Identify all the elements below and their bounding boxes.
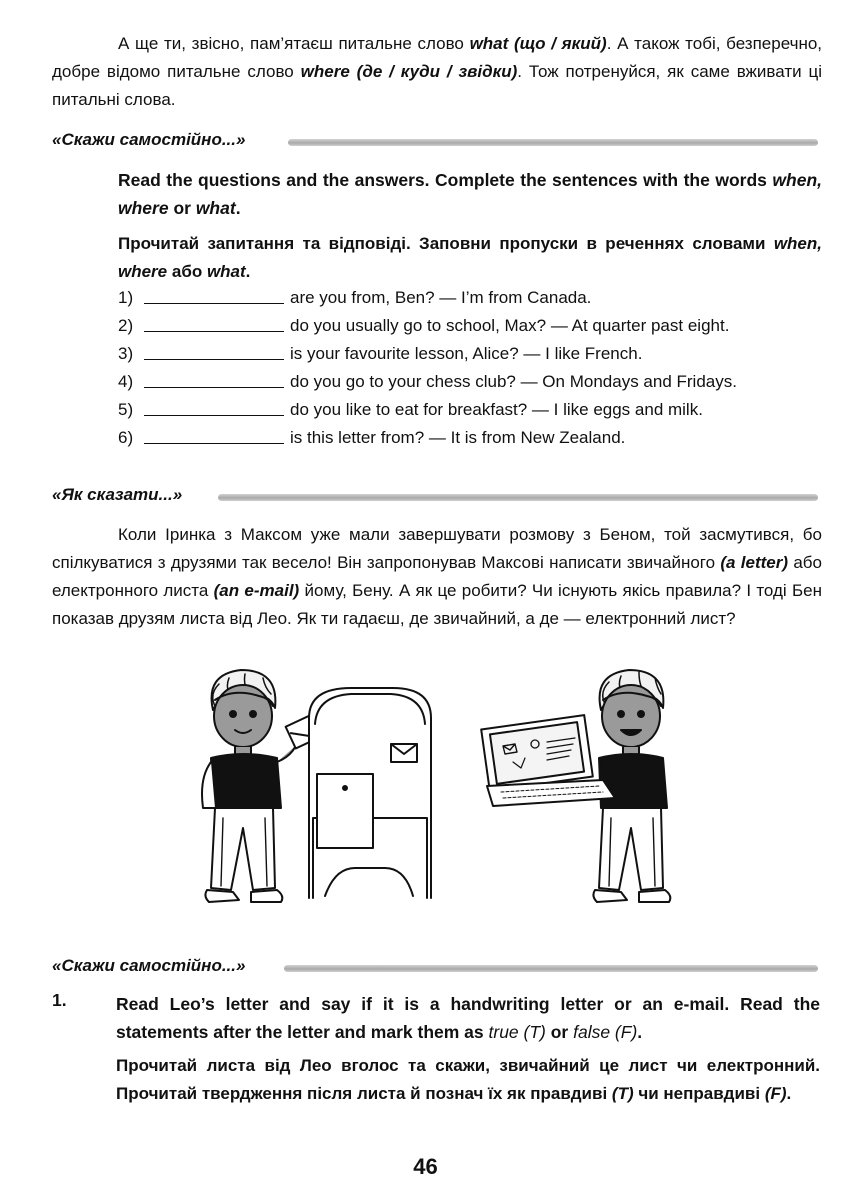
task-en-text: Read the questions and the answers. Complete the sentences with the words xyxy=(118,170,773,190)
item-number: 2) xyxy=(118,316,134,335)
exercise-list xyxy=(118,284,818,452)
page-number: 46 xyxy=(413,1154,438,1179)
task-en-end: . xyxy=(235,198,241,218)
task-ua-end: . xyxy=(245,262,251,281)
item-text: is this letter from? — It is from New Zealand. xyxy=(290,428,626,447)
intro-text-1: А ще ти, звісно, пам’ятаєш питальне слово xyxy=(118,34,470,53)
task1-en-or: or xyxy=(545,1022,574,1042)
illustration-letter-and-email xyxy=(185,658,685,928)
item-number: 5) xyxy=(118,400,134,419)
task1-ua-t: (T) xyxy=(611,1084,634,1103)
item-text: do you go to your chess club? — On Mondays and Fridays. xyxy=(290,372,737,391)
exercise-item xyxy=(118,368,818,396)
task1-en-end: . xyxy=(637,1022,643,1042)
intro-paragraph xyxy=(52,30,822,114)
section-heading-say-yourself: «Скажи самостійно...» xyxy=(52,130,246,149)
item-number: 1) xyxy=(118,288,134,307)
task1-en-text: Read Leo’s letter and say if it is a handwriting letter or an e-mail. Read the statements after the letter and mark them as xyxy=(116,994,820,1042)
task-ua-words: when, where xyxy=(118,234,822,281)
story-text-1: Коли Іринка з Максом уже мали завершувати розмову з Беном, той засмутився, бо спілкуватися з друзями так весело! Він запропонував Максові написати звичайного xyxy=(52,525,822,572)
answer-blank[interactable] xyxy=(144,415,284,416)
intro-text-3: . Тож потренуйся, як саме вживати ці питальні слова. xyxy=(52,62,823,109)
task-en-what: what xyxy=(195,198,236,218)
answer-blank[interactable] xyxy=(144,387,284,388)
task-en-words: when, where xyxy=(118,170,822,218)
answer-blank[interactable] xyxy=(144,331,284,332)
task-instruction-en xyxy=(118,166,822,222)
mailbox xyxy=(309,688,431,898)
task1-ua-text: Прочитай листа від Лео вголос та скажи, звичайний це лист чи електронний. Прочитай твердження після листа й познач їх як правдиві xyxy=(116,1056,820,1103)
section-heading-how-to-say: «Як сказати...» xyxy=(52,485,183,504)
task-ua-or: або xyxy=(167,262,207,281)
task1-ua-or: чи неправдиві xyxy=(633,1084,765,1103)
item-number: 6) xyxy=(118,428,134,447)
heading-divider xyxy=(288,139,818,146)
story-text-3: йому, Бену. А як це робити? Чи існують якісь правила? І тоді Бен показав друзям листа від Лео. Як ти гадаєш, де звичайний, а де — електронний лист? xyxy=(52,581,822,628)
task-1-instruction-ua xyxy=(116,1052,820,1108)
task1-en-true: true (T) xyxy=(488,1022,546,1042)
item-text: are you from, Ben? — I’m from Canada. xyxy=(290,288,592,307)
intro-word-what: what (що / який) xyxy=(469,34,607,53)
intro-text-2: . А також тобі, безперечно, добре відомо питальне слово xyxy=(52,34,823,81)
heading-divider xyxy=(284,965,818,972)
story-text-2: або електронного листа xyxy=(52,553,822,600)
heading-divider xyxy=(218,494,818,501)
exercise-item xyxy=(118,284,818,312)
task-en-or: or xyxy=(168,198,196,218)
exercise-item xyxy=(118,424,818,452)
exercise-item xyxy=(118,312,818,340)
task-ua-text: Прочитай запитання та відповіді. Заповни пропуски в реченнях словами xyxy=(118,234,774,253)
task-instruction-ua xyxy=(118,230,822,286)
item-number: 4) xyxy=(118,372,134,391)
exercise-item xyxy=(118,340,818,368)
task-ua-what: what xyxy=(206,262,246,281)
task-number: 1. xyxy=(52,990,67,1010)
intro-word-where: where (де / куди / звідки) xyxy=(300,62,518,81)
story-word-letter: (a letter) xyxy=(720,553,789,572)
task1-en-false: false (F) xyxy=(573,1022,638,1042)
answer-blank[interactable] xyxy=(144,443,284,444)
task-1-instruction-en xyxy=(116,990,820,1046)
task1-ua-end: . xyxy=(786,1084,792,1103)
story-word-email: (an e-mail) xyxy=(213,581,300,600)
item-text: is your favourite lesson, Alice? — I like French. xyxy=(290,344,643,363)
item-text: do you like to eat for breakfast? — I like eggs and milk. xyxy=(290,400,703,419)
item-number: 3) xyxy=(118,344,134,363)
item-text: do you usually go to school, Max? — At quarter past eight. xyxy=(290,316,730,335)
answer-blank[interactable] xyxy=(144,359,284,360)
girl-with-laptop-figure xyxy=(481,670,670,902)
task1-ua-f: (F) xyxy=(764,1084,787,1103)
story-paragraph xyxy=(52,521,822,633)
answer-blank[interactable] xyxy=(144,303,284,304)
section-heading-say-yourself-2: «Скажи самостійно...» xyxy=(52,956,246,975)
exercise-item xyxy=(118,396,818,424)
